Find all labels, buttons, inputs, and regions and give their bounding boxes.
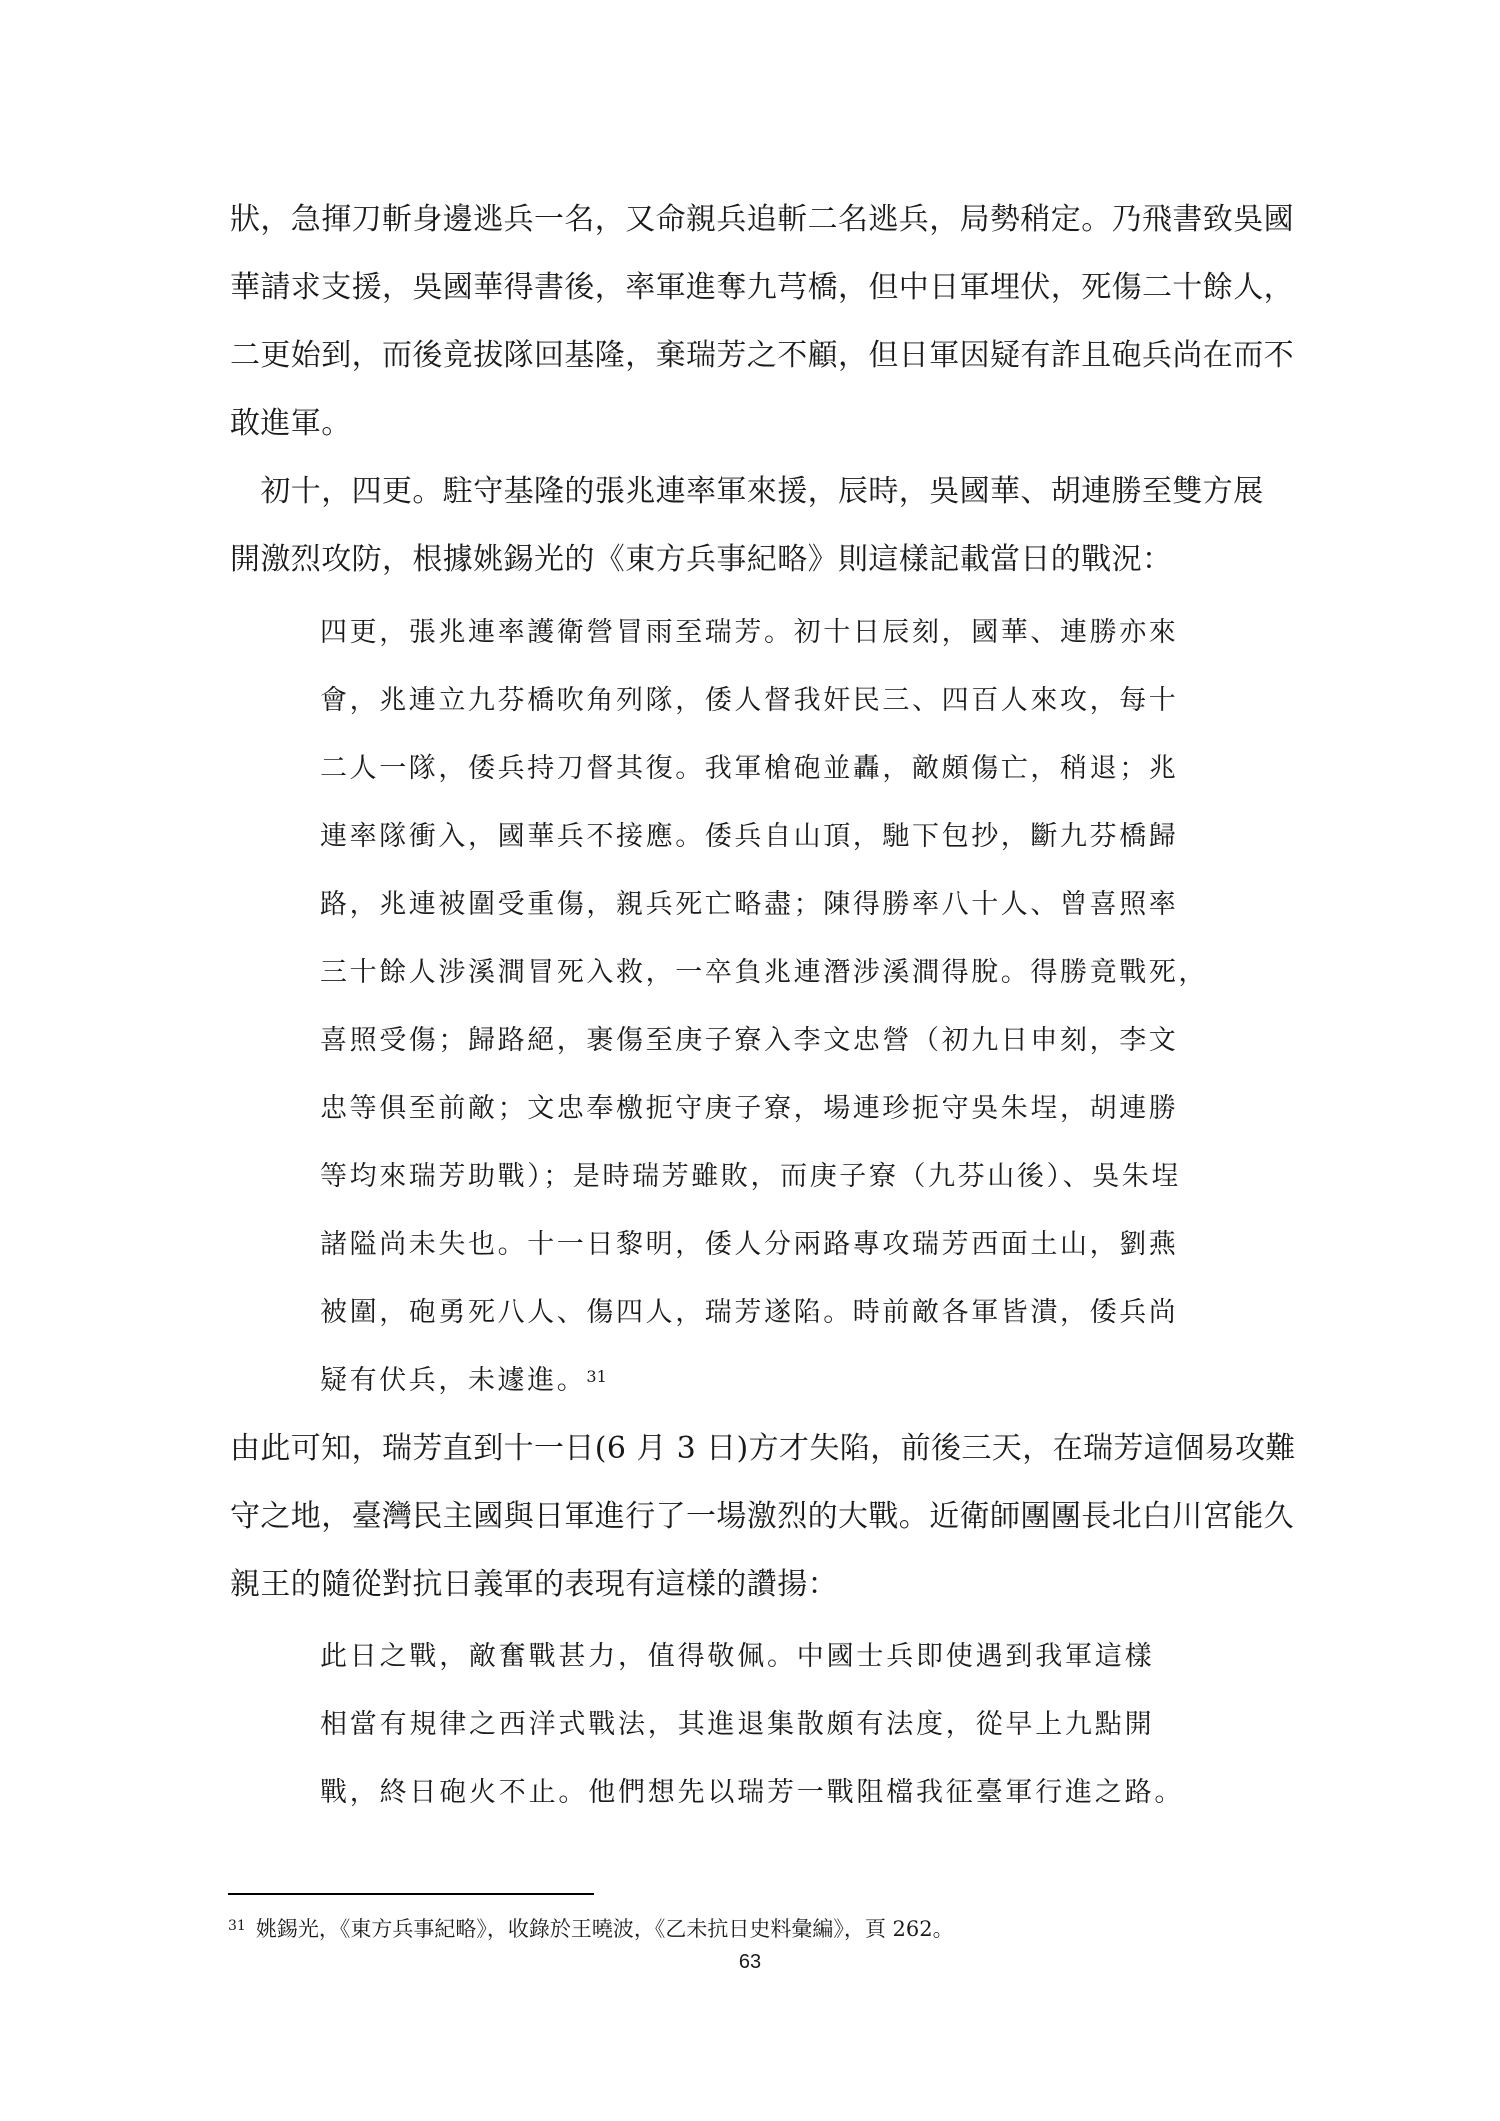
quote-text-line: 連率隊衝入，國華兵不接應。倭兵自山頂，馳下包抄，斷九芬橋歸: [320, 821, 1179, 852]
body-text-line: 狀，急揮刀斬身邊逃兵一名，又命親兵追斬二名逃兵，局勢稍定。乃飛書致吳國: [230, 202, 1294, 237]
body-text-line: 華請求支援，吳國華得書後，率軍進奪九芎橋，但中日軍埋伏，死傷二十餘人，: [230, 270, 1294, 305]
quote-text-line: 四更，張兆連率護衛營冒雨至瑞芳。初十日辰刻，國華、連勝亦來: [320, 617, 1179, 648]
body-text-line: 守之地，臺灣民主國與日軍進行了一場激烈的大戰。近衛師團團長北白川宮能久: [230, 1499, 1294, 1534]
quote-text-line: 忠等俱至前敵；文忠奉檄扼守庚子寮，場連珍扼守吳朱埕，胡連勝: [320, 1093, 1179, 1124]
footnote-reference[interactable]: 31: [586, 1367, 607, 1386]
quote-text-line: 此日之戰，敵奮戰甚力，值得敬佩。中國士兵即使遇到我軍這樣: [320, 1641, 1155, 1672]
quote-text-line: 諸隘尚未失也。十一日黎明，倭人分兩路專攻瑞芳西面土山，劉燕: [320, 1229, 1179, 1260]
quote-text-line: 等均來瑞芳助戰）；是時瑞芳雖敗，而庚子寮（九芬山後）、吳朱埕: [320, 1161, 1181, 1192]
quote-text-line: 二人一隊，倭兵持刀督其復。我軍槍砲並轟，敵頗傷亡，稍退；兆: [320, 753, 1179, 784]
quote-text-line: 被圍，砲勇死八人、傷四人，瑞芳遂陷。時前敵各軍皆潰，倭兵尚: [320, 1297, 1179, 1328]
page-number: 63: [738, 1951, 762, 1973]
footnote-number: 31: [228, 1918, 246, 1934]
quote-text-line: 戰，終日砲火不止。他們想先以瑞芳一戰阻檔我征臺軍行進之路。: [320, 1777, 1185, 1808]
footnote-separator: [228, 1893, 594, 1895]
quote-text-line: 相當有規律之西洋式戰法，其進退集散頗有法度，從早上九點開: [320, 1709, 1155, 1740]
body-text-line: 親王的隨從對抗日義軍的表現有這樣的讚揚：: [230, 1567, 838, 1602]
body-text-line: 敢進軍。: [230, 406, 352, 441]
quote-text-line: 會，兆連立九芬橋吹角列隊，倭人督我奸民三、四百人來攻，每十: [320, 685, 1179, 716]
quote-text: 疑有伏兵，未遽進。: [320, 1365, 587, 1396]
body-text-line: 初十，四更。駐守基隆的張兆連率軍來援，辰時，吳國華、胡連勝至雙方展: [230, 474, 1264, 509]
footnote: [228, 1914, 1288, 1944]
footnote-text: 姚錫光，《東方兵事紀略》，收錄於王曉波，《乙未抗日史料彙編》，頁 262。: [255, 1917, 954, 1941]
quote-text-line: [320, 1361, 1220, 1401]
quote-text-line: 喜照受傷；歸路絕，裹傷至庚子寮入李文忠營（初九日申刻，李文: [320, 1025, 1179, 1056]
quote-text-line: 路，兆連被圍受重傷，親兵死亡略盡；陳得勝率八十人、曾喜照率: [320, 889, 1179, 920]
body-text-line: 二更始到，而後竟拔隊回基隆，棄瑞芳之不顧，但日軍因疑有詐且砲兵尚在而不: [230, 338, 1294, 373]
body-text-line: 開激烈攻防，根據姚錫光的《東方兵事紀略》則這樣記載當日的戰況：: [230, 542, 1173, 577]
body-text-line: 由此可知，瑞芳直到十一日(6 月 3 日)方才失陷，前後三天，在瑞芳這個易攻難: [230, 1431, 1296, 1466]
quote-text-line: 三十餘人涉溪澗冒死入救，一卒負兆連潛涉溪澗得脫。得勝竟戰死，: [320, 957, 1208, 988]
